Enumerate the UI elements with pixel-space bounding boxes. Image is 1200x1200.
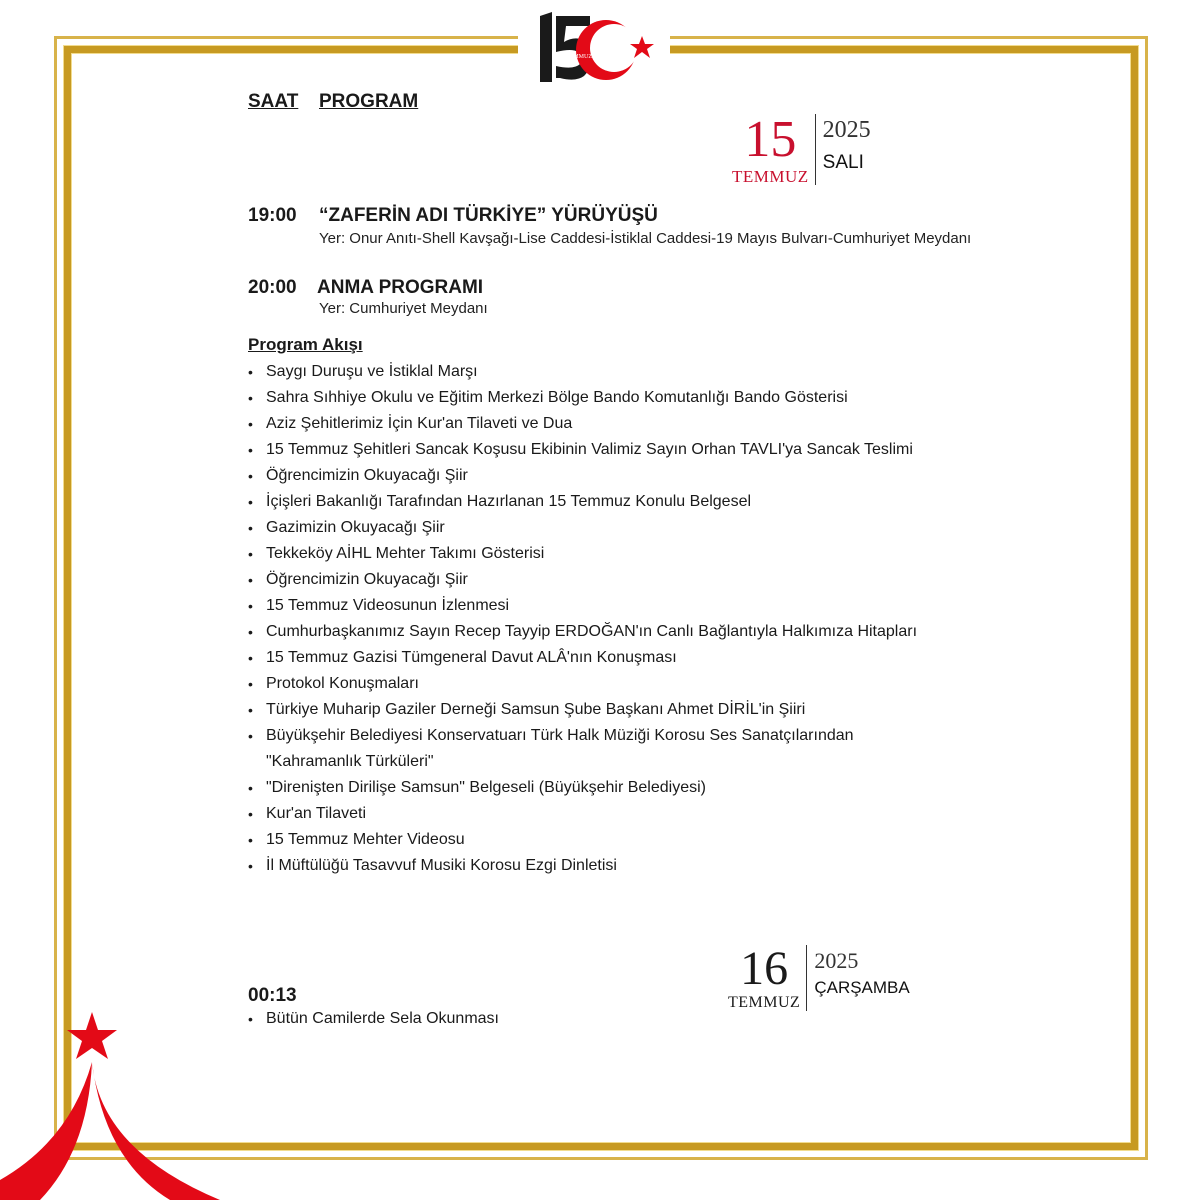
list-item: • Öğrencimizin Okuyacağı Şiir [248, 567, 948, 593]
date-year: 2025 [814, 948, 859, 973]
list-item: • Büyükşehir Belediyesi Konservatuarı Türk Halk Müziği Korosu Ses Sanatçılarından "Kahramanlık Türküleri" [248, 723, 948, 775]
list-item: • Gazimizin Okuyacağı Şiir [248, 515, 948, 541]
red-star-ribbon-decoration [0, 1000, 240, 1200]
list-item: • Cumhurbaşkanımız Sayın Recep Tayyip ERDOĞAN'ın Canlı Bağlantıyla Halkımıza Hitapları [248, 619, 948, 645]
date-day: 15 [744, 111, 797, 168]
event-time: 00:13 [248, 985, 297, 1006]
date-block-15-july [732, 111, 871, 186]
list-item: • Saygı Duruşu ve İstiklal Marşı [248, 359, 948, 385]
program-flow-title: Program Akışı [248, 335, 363, 354]
list-item: • Aziz Şehitlerimiz İçin Kur'an Tilaveti ve Dua [248, 411, 948, 437]
list-item: • İl Müftülüğü Tasavvuf Musiki Korosu Ezgi Dinletisi [248, 853, 948, 879]
list-item: • Türkiye Muharip Gaziler Derneği Samsun Şube Başkanı Ahmet DİRİL'in Şiiri [248, 697, 948, 723]
date-block-16-july [728, 942, 910, 1011]
program-flow-list [248, 359, 948, 879]
event-venue: Yer: Onur Anıtı-Shell Kavşağı-Lise Caddesi-İstiklal Caddesi-19 Mayıs Bulvarı-Cumhuriyet Meydanı [319, 230, 972, 247]
list-item: • Protokol Konuşmaları [248, 671, 948, 697]
date-day: 16 [740, 942, 789, 995]
logo-text: TEMMUZ [566, 54, 592, 60]
list-item: • Kur'an Tilaveti [248, 801, 948, 827]
list-item: • İçişleri Bakanlığı Tarafından Hazırlanan 15 Temmuz Konulu Belgesel [248, 489, 948, 515]
event-title: ANMA PROGRAMI [317, 277, 484, 298]
list-item: • Sahra Sıhhiye Okulu ve Eğitim Merkezi Bölge Bando Komutanlığı Bando Gösterisi [248, 385, 948, 411]
date-month: TEMMUZ [732, 167, 809, 186]
date-weekday: SALI [822, 152, 864, 173]
program-header: PROGRAM [319, 91, 419, 112]
saat-header: SAAT [248, 91, 299, 112]
list-item: • Öğrencimizin Okuyacağı Şiir [248, 463, 948, 489]
date-weekday: ÇARŞAMBA [814, 978, 910, 997]
list-item: • 15 Temmuz Videosunun İzlenmesi [248, 593, 948, 619]
list-item: • Bütün Camilerde Sela Okunması [248, 1008, 499, 1030]
event-3-list [248, 1008, 499, 1030]
list-item: • 15 Temmuz Mehter Videosu [248, 827, 948, 853]
list-item: • 15 Temmuz Şehitleri Sancak Koşusu Ekibinin Valimiz Sayın Orhan TAVLI'ya Sancak Teslimi [248, 437, 948, 463]
event-time: 19:00 [248, 205, 297, 226]
event-venue: Yer: Cumhuriyet Meydanı [319, 300, 488, 317]
event-time: 20:00 [248, 277, 297, 298]
list-item: • "Direnişten Dirilişe Samsun" Belgeseli (Büyükşehir Belediyesi) [248, 775, 948, 801]
date-year: 2025 [822, 117, 871, 143]
15-temmuz-logo [530, 8, 662, 86]
event-title: “ZAFERİN ADI TÜRKİYE” YÜRÜYÜŞÜ [319, 205, 658, 226]
date-month: TEMMUZ [728, 994, 801, 1011]
list-item: • 15 Temmuz Gazisi Tümgeneral Davut ALÂ'nın Konuşması [248, 645, 948, 671]
list-item: • Tekkeköy AİHL Mehter Takımı Gösterisi [248, 541, 948, 567]
